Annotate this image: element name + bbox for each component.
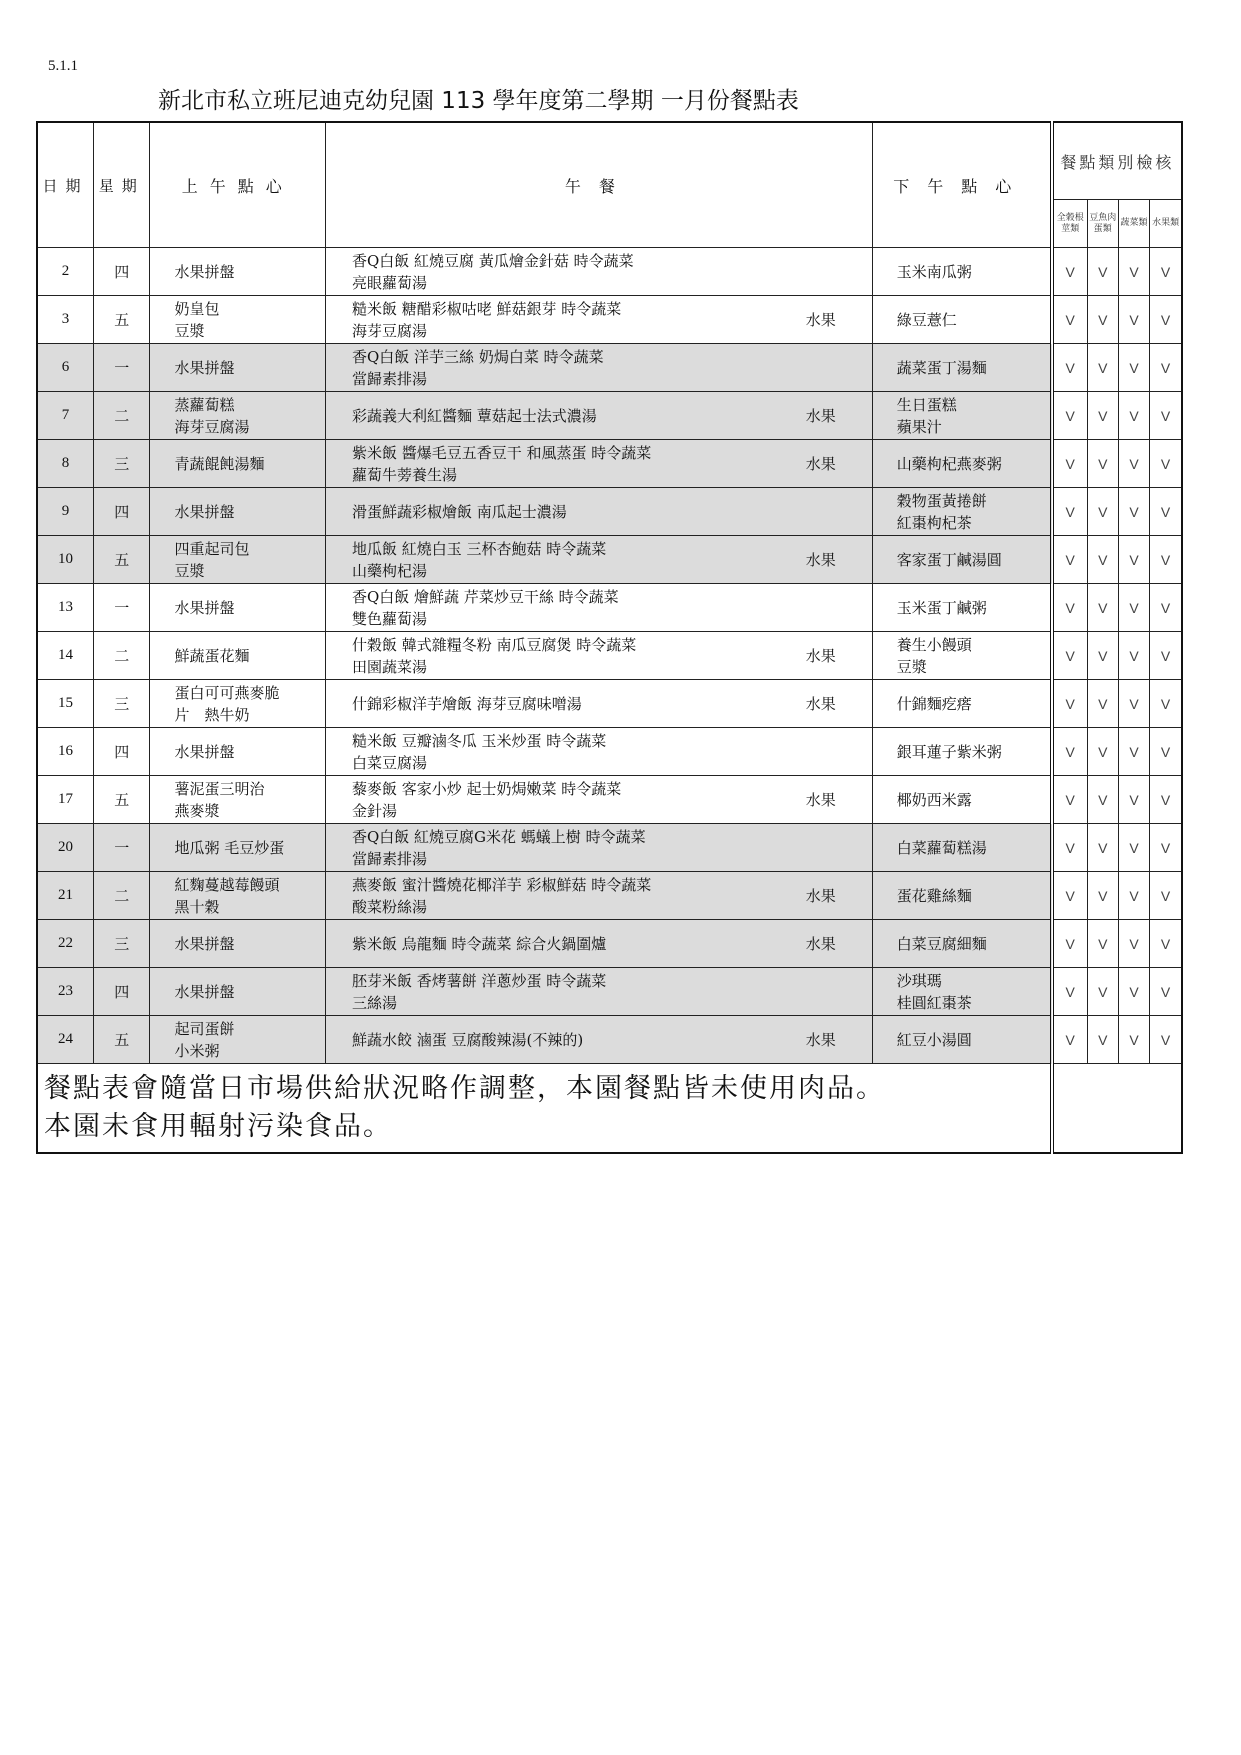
pm-snack-cell [872,1016,1052,1064]
weekday-cell: 一 [93,344,149,392]
lunch-line: 地瓜飯 紅燒白玉 三杯杏鮑菇 時令蔬菜 [351,539,607,558]
pm-snack-cell [872,632,1052,680]
check-mark: V [1150,1016,1182,1064]
check-mark: V [1087,344,1118,392]
pm-snack-cell [872,248,1052,296]
lunch-cell [325,632,872,680]
check-mark: V [1150,440,1182,488]
date-cell: 13 [37,584,93,632]
am-snack-line: 地瓜粥 毛豆炒蛋 [174,838,285,857]
header-am-snack: 上午點心 [150,122,326,248]
check-mark: V [1118,728,1149,776]
am-snack-line: 起司蛋餅 [174,1019,235,1038]
check-mark: V [1087,872,1118,920]
weekday-cell: 五 [93,296,149,344]
lunch-line: 山藥枸杞湯 [351,561,427,580]
table-row [37,824,1182,872]
check-mark: V [1118,680,1149,728]
check-mark: V [1118,248,1149,296]
date-cell: 15 [37,680,93,728]
date-cell: 20 [37,824,93,872]
am-snack-line: 紅麴蔓越莓饅頭 [174,875,280,894]
lunch-line: 紫米飯 烏龍麵 時令蔬菜 綜合火鍋圍爐 [351,934,607,953]
date-cell: 7 [37,392,93,440]
am-snack-line: 海芽豆腐湯 [174,417,250,436]
header-check-title: 餐點類別檢核 [1052,122,1182,200]
table-row [37,344,1182,392]
header-lunch: 午餐 [325,122,872,248]
weekday-cell: 四 [93,728,149,776]
pm-snack-cell [872,440,1052,488]
am-snack-line: 水果拼盤 [174,358,235,377]
footer-notes [37,1064,1052,1154]
pm-snack-cell [872,344,1052,392]
am-snack-line: 水果拼盤 [174,934,235,953]
weekday-cell: 四 [93,248,149,296]
pm-snack-cell [872,392,1052,440]
lunch-line: 酸菜粉絲湯 [351,897,427,916]
check-mark: V [1150,872,1182,920]
am-snack-line: 片 熱牛奶 [174,705,250,724]
page-title: 新北市私立班尼迪克幼兒園 113 學年度第二學期 一月份餐點表 [158,88,799,114]
footer-note-2: 本園未食用輻射污染食品。 [44,1111,392,1142]
am-snack-line: 薯泥蛋三明治 [174,779,265,798]
check-mark: V [1118,824,1149,872]
lunch-line: 香Q白飯 紅燒豆腐G米花 螞蟻上樹 時令蔬菜 [351,827,646,846]
check-mark: V [1150,584,1182,632]
check-mark: V [1118,776,1149,824]
lunch-line: 什錦彩椒洋芋燴飯 海芽豆腐味噌湯 [351,694,582,713]
am-snack-cell [150,488,326,536]
pm-snack-line: 銀耳蓮子紫米粥 [896,742,1002,761]
check-mark: V [1052,392,1087,440]
am-snack-line: 豆漿 [174,321,205,340]
pm-snack-line: 蛋花雞絲麵 [896,886,972,905]
check-mark: V [1052,776,1087,824]
check-mark: V [1150,824,1182,872]
weekday-cell: 二 [93,872,149,920]
am-snack-cell [150,872,326,920]
lunch-line: 紫米飯 醬爆毛豆五香豆干 和風蒸蛋 時令蔬菜 [351,443,652,462]
check-mark: V [1087,680,1118,728]
pm-snack-cell [872,968,1052,1016]
am-snack-cell [150,1016,326,1064]
check-mark: V [1150,728,1182,776]
date-cell: 6 [37,344,93,392]
lunch-line: 雙色蘿蔔湯 [351,609,427,628]
check-mark: V [1052,248,1087,296]
lunch-line: 三絲湯 [351,993,397,1012]
pm-snack-line: 玉米南瓜粥 [896,262,972,281]
lunch-cell [325,248,872,296]
header-check-fruit: 水果類 [1150,200,1182,248]
date-cell: 9 [37,488,93,536]
check-mark: V [1087,728,1118,776]
check-mark: V [1087,296,1118,344]
table-row [37,776,1182,824]
fruit-label: 水果 [805,934,836,953]
pm-snack-cell [872,584,1052,632]
pm-snack-cell [872,920,1052,968]
am-snack-cell [150,296,326,344]
header-check-veg: 蔬菜類 [1118,200,1149,248]
check-mark: V [1052,584,1087,632]
weekday-cell: 一 [93,584,149,632]
pm-snack-cell [872,296,1052,344]
check-mark: V [1052,440,1087,488]
footer-note-1: 餐點表會隨當日市場供給狀況略作調整，本園餐點皆未使用肉品。 [44,1073,885,1104]
pm-snack-cell [872,824,1052,872]
lunch-line: 滑蛋鮮蔬彩椒燴飯 南瓜起士濃湯 [351,502,567,521]
check-mark: V [1150,680,1182,728]
date-cell: 16 [37,728,93,776]
weekday-cell: 三 [93,920,149,968]
lunch-cell [325,392,872,440]
lunch-line: 燕麥飯 蜜汁醬燒花椰洋芋 彩椒鮮菇 時令蔬菜 [351,875,652,894]
fruit-label: 水果 [805,1030,836,1049]
table-row [37,920,1182,968]
am-snack-cell [150,392,326,440]
am-snack-cell [150,248,326,296]
table-row [37,248,1182,296]
fruit-label: 水果 [805,646,836,665]
lunch-line: 蘿蔔牛蒡養生湯 [351,465,457,484]
check-mark: V [1150,344,1182,392]
pm-snack-line: 蘋果汁 [896,417,942,436]
pm-snack-line: 桂圓紅棗茶 [896,993,972,1012]
check-mark: V [1087,584,1118,632]
check-mark: V [1118,488,1149,536]
am-snack-cell [150,584,326,632]
pm-snack-cell [872,776,1052,824]
pm-snack-line: 蔬菜蛋丁湯麵 [896,358,987,377]
pm-snack-cell [872,488,1052,536]
check-mark: V [1052,920,1087,968]
pm-snack-line: 椰奶西米露 [896,790,972,809]
table-row [37,536,1182,584]
table-row [37,440,1182,488]
header-check-grains: 全穀根莖類 [1052,200,1087,248]
pm-snack-line: 白菜豆腐細麵 [896,934,987,953]
check-mark: V [1118,296,1149,344]
check-mark: V [1052,728,1087,776]
lunch-line: 當歸素排湯 [351,849,427,868]
check-mark: V [1150,776,1182,824]
check-mark: V [1118,1016,1149,1064]
lunch-line: 香Q白飯 洋芋三絲 奶焗白菜 時令蔬菜 [351,347,604,366]
lunch-line: 當歸素排湯 [351,369,427,388]
table-row [37,680,1182,728]
pm-snack-cell [872,728,1052,776]
weekday-cell: 三 [93,440,149,488]
lunch-cell [325,920,872,968]
check-mark: V [1087,968,1118,1016]
date-cell: 3 [37,296,93,344]
menu-table [36,121,1183,1154]
date-cell: 2 [37,248,93,296]
pm-snack-line: 什錦麵疙瘩 [896,694,972,713]
am-snack-cell [150,776,326,824]
lunch-cell [325,584,872,632]
am-snack-line: 水果拼盤 [174,598,235,617]
pm-snack-line: 生日蛋糕 [896,395,957,414]
table-row [37,296,1182,344]
footer-check-blank [1052,1064,1182,1154]
check-mark: V [1087,536,1118,584]
check-mark: V [1118,920,1149,968]
check-mark: V [1052,1016,1087,1064]
lunch-line: 田園蔬菜湯 [351,657,427,676]
menu-body [37,248,1182,1064]
am-snack-cell [150,440,326,488]
am-snack-line: 鮮蔬蛋花麵 [174,646,250,665]
fruit-label: 水果 [805,406,836,425]
am-snack-cell [150,920,326,968]
pm-snack-line: 穀物蛋黃捲餅 [896,491,987,510]
pm-snack-line: 白菜蘿蔔糕湯 [896,838,987,857]
check-mark: V [1087,248,1118,296]
am-snack-line: 小米粥 [174,1041,220,1060]
lunch-cell [325,488,872,536]
document-code: 5.1.1 [48,58,78,74]
am-snack-cell [150,824,326,872]
lunch-line: 胚芽米飯 香烤薯餅 洋蔥炒蛋 時令蔬菜 [351,971,607,990]
lunch-line: 亮眼蘿蔔湯 [351,273,427,292]
lunch-cell [325,872,872,920]
check-mark: V [1087,632,1118,680]
am-snack-line: 黑十穀 [174,897,220,916]
lunch-cell [325,680,872,728]
header-pm-snack: 下午點心 [872,122,1052,248]
check-mark: V [1150,296,1182,344]
pm-snack-line: 沙琪瑪 [896,971,942,990]
check-mark: V [1150,968,1182,1016]
weekday-cell: 五 [93,536,149,584]
fruit-label: 水果 [805,790,836,809]
table-row [37,392,1182,440]
lunch-line: 彩蔬義大利紅醬麵 蕈菇起士法式濃湯 [351,406,597,425]
pm-snack-line: 綠豆薏仁 [896,310,957,329]
am-snack-line: 青蔬餛飩湯麵 [174,454,265,473]
am-snack-line: 水果拼盤 [174,742,235,761]
check-mark: V [1118,872,1149,920]
weekday-cell: 一 [93,824,149,872]
lunch-cell [325,776,872,824]
check-mark: V [1052,488,1087,536]
pm-snack-line: 客家蛋丁鹹湯圓 [896,550,1002,569]
pm-snack-line: 豆漿 [896,657,927,676]
weekday-cell: 四 [93,968,149,1016]
date-cell: 14 [37,632,93,680]
pm-snack-line: 山藥枸杞燕麥粥 [896,454,1002,473]
check-mark: V [1087,392,1118,440]
pm-snack-cell [872,872,1052,920]
check-mark: V [1087,776,1118,824]
pm-snack-line: 玉米蛋丁鹹粥 [896,598,987,617]
lunch-line: 金針湯 [351,801,397,820]
date-cell: 8 [37,440,93,488]
table-row [37,488,1182,536]
date-cell: 22 [37,920,93,968]
check-mark: V [1087,920,1118,968]
check-mark: V [1052,872,1087,920]
check-mark: V [1052,536,1087,584]
am-snack-line: 蛋白可可燕麥脆 [174,683,280,702]
am-snack-line: 蒸蘿蔔糕 [174,395,235,414]
header-date: 日期 [37,122,93,248]
header-weekday: 星期 [93,122,149,248]
header-check-protein: 豆魚肉蛋類 [1087,200,1118,248]
am-snack-cell [150,968,326,1016]
date-cell: 17 [37,776,93,824]
check-mark: V [1087,488,1118,536]
am-snack-line: 奶皇包 [174,299,220,318]
lunch-line: 鮮蔬水餃 滷蛋 豆腐酸辣湯(不辣的) [351,1030,584,1049]
date-cell: 24 [37,1016,93,1064]
lunch-cell [325,824,872,872]
am-snack-cell [150,728,326,776]
lunch-line: 香Q白飯 燴鮮蔬 芹菜炒豆干絲 時令蔬菜 [351,587,619,606]
check-mark: V [1052,824,1087,872]
am-snack-cell [150,680,326,728]
pm-snack-cell [872,536,1052,584]
fruit-label: 水果 [805,310,836,329]
am-snack-line: 水果拼盤 [174,502,235,521]
lunch-cell [325,728,872,776]
check-mark: V [1052,680,1087,728]
pm-snack-line: 紅棗枸杞茶 [896,513,972,532]
weekday-cell: 二 [93,632,149,680]
lunch-line: 什穀飯 韓式雜糧冬粉 南瓜豆腐煲 時令蔬菜 [351,635,637,654]
fruit-label: 水果 [805,886,836,905]
am-snack-line: 水果拼盤 [174,982,235,1001]
fruit-label: 水果 [805,694,836,713]
table-row [37,1016,1182,1064]
check-mark: V [1118,392,1149,440]
fruit-label: 水果 [805,550,836,569]
lunch-cell [325,344,872,392]
check-mark: V [1150,488,1182,536]
check-mark: V [1087,1016,1118,1064]
check-mark: V [1052,344,1087,392]
check-mark: V [1150,536,1182,584]
table-row [37,584,1182,632]
lunch-line: 海芽豆腐湯 [351,321,427,340]
check-mark: V [1052,632,1087,680]
am-snack-cell [150,632,326,680]
am-snack-cell [150,344,326,392]
table-row [37,632,1182,680]
lunch-cell [325,1016,872,1064]
weekday-cell: 四 [93,488,149,536]
am-snack-line: 水果拼盤 [174,262,235,281]
lunch-cell [325,440,872,488]
lunch-line: 白菜豆腐湯 [351,753,427,772]
check-mark: V [1118,584,1149,632]
check-mark: V [1052,296,1087,344]
check-mark: V [1118,440,1149,488]
check-mark: V [1087,824,1118,872]
weekday-cell: 五 [93,1016,149,1064]
check-mark: V [1118,632,1149,680]
lunch-line: 香Q白飯 紅燒豆腐 黃瓜燴金針菇 時令蔬菜 [351,251,634,270]
lunch-cell [325,296,872,344]
check-mark: V [1150,920,1182,968]
weekday-cell: 三 [93,680,149,728]
lunch-cell [325,968,872,1016]
check-mark: V [1052,968,1087,1016]
pm-snack-cell [872,680,1052,728]
lunch-line: 糙米飯 糖醋彩椒咕咾 鮮菇銀芽 時令蔬菜 [351,299,622,318]
am-snack-cell [150,536,326,584]
table-row [37,968,1182,1016]
lunch-line: 藜麥飯 客家小炒 起士奶焗嫩菜 時令蔬菜 [351,779,622,798]
lunch-cell [325,536,872,584]
pm-snack-line: 紅豆小湯圓 [896,1030,972,1049]
check-mark: V [1150,392,1182,440]
check-mark: V [1118,344,1149,392]
fruit-label: 水果 [805,454,836,473]
am-snack-line: 燕麥漿 [174,801,220,820]
table-row [37,728,1182,776]
am-snack-line: 四重起司包 [174,539,250,558]
date-cell: 23 [37,968,93,1016]
table-row [37,872,1182,920]
date-cell: 10 [37,536,93,584]
check-mark: V [1150,632,1182,680]
lunch-line: 糙米飯 豆瓣滷冬瓜 玉米炒蛋 時令蔬菜 [351,731,607,750]
am-snack-line: 豆漿 [174,561,205,580]
check-mark: V [1118,536,1149,584]
check-mark: V [1118,968,1149,1016]
date-cell: 21 [37,872,93,920]
weekday-cell: 五 [93,776,149,824]
check-mark: V [1087,440,1118,488]
check-mark: V [1150,248,1182,296]
weekday-cell: 二 [93,392,149,440]
pm-snack-line: 養生小饅頭 [896,635,972,654]
